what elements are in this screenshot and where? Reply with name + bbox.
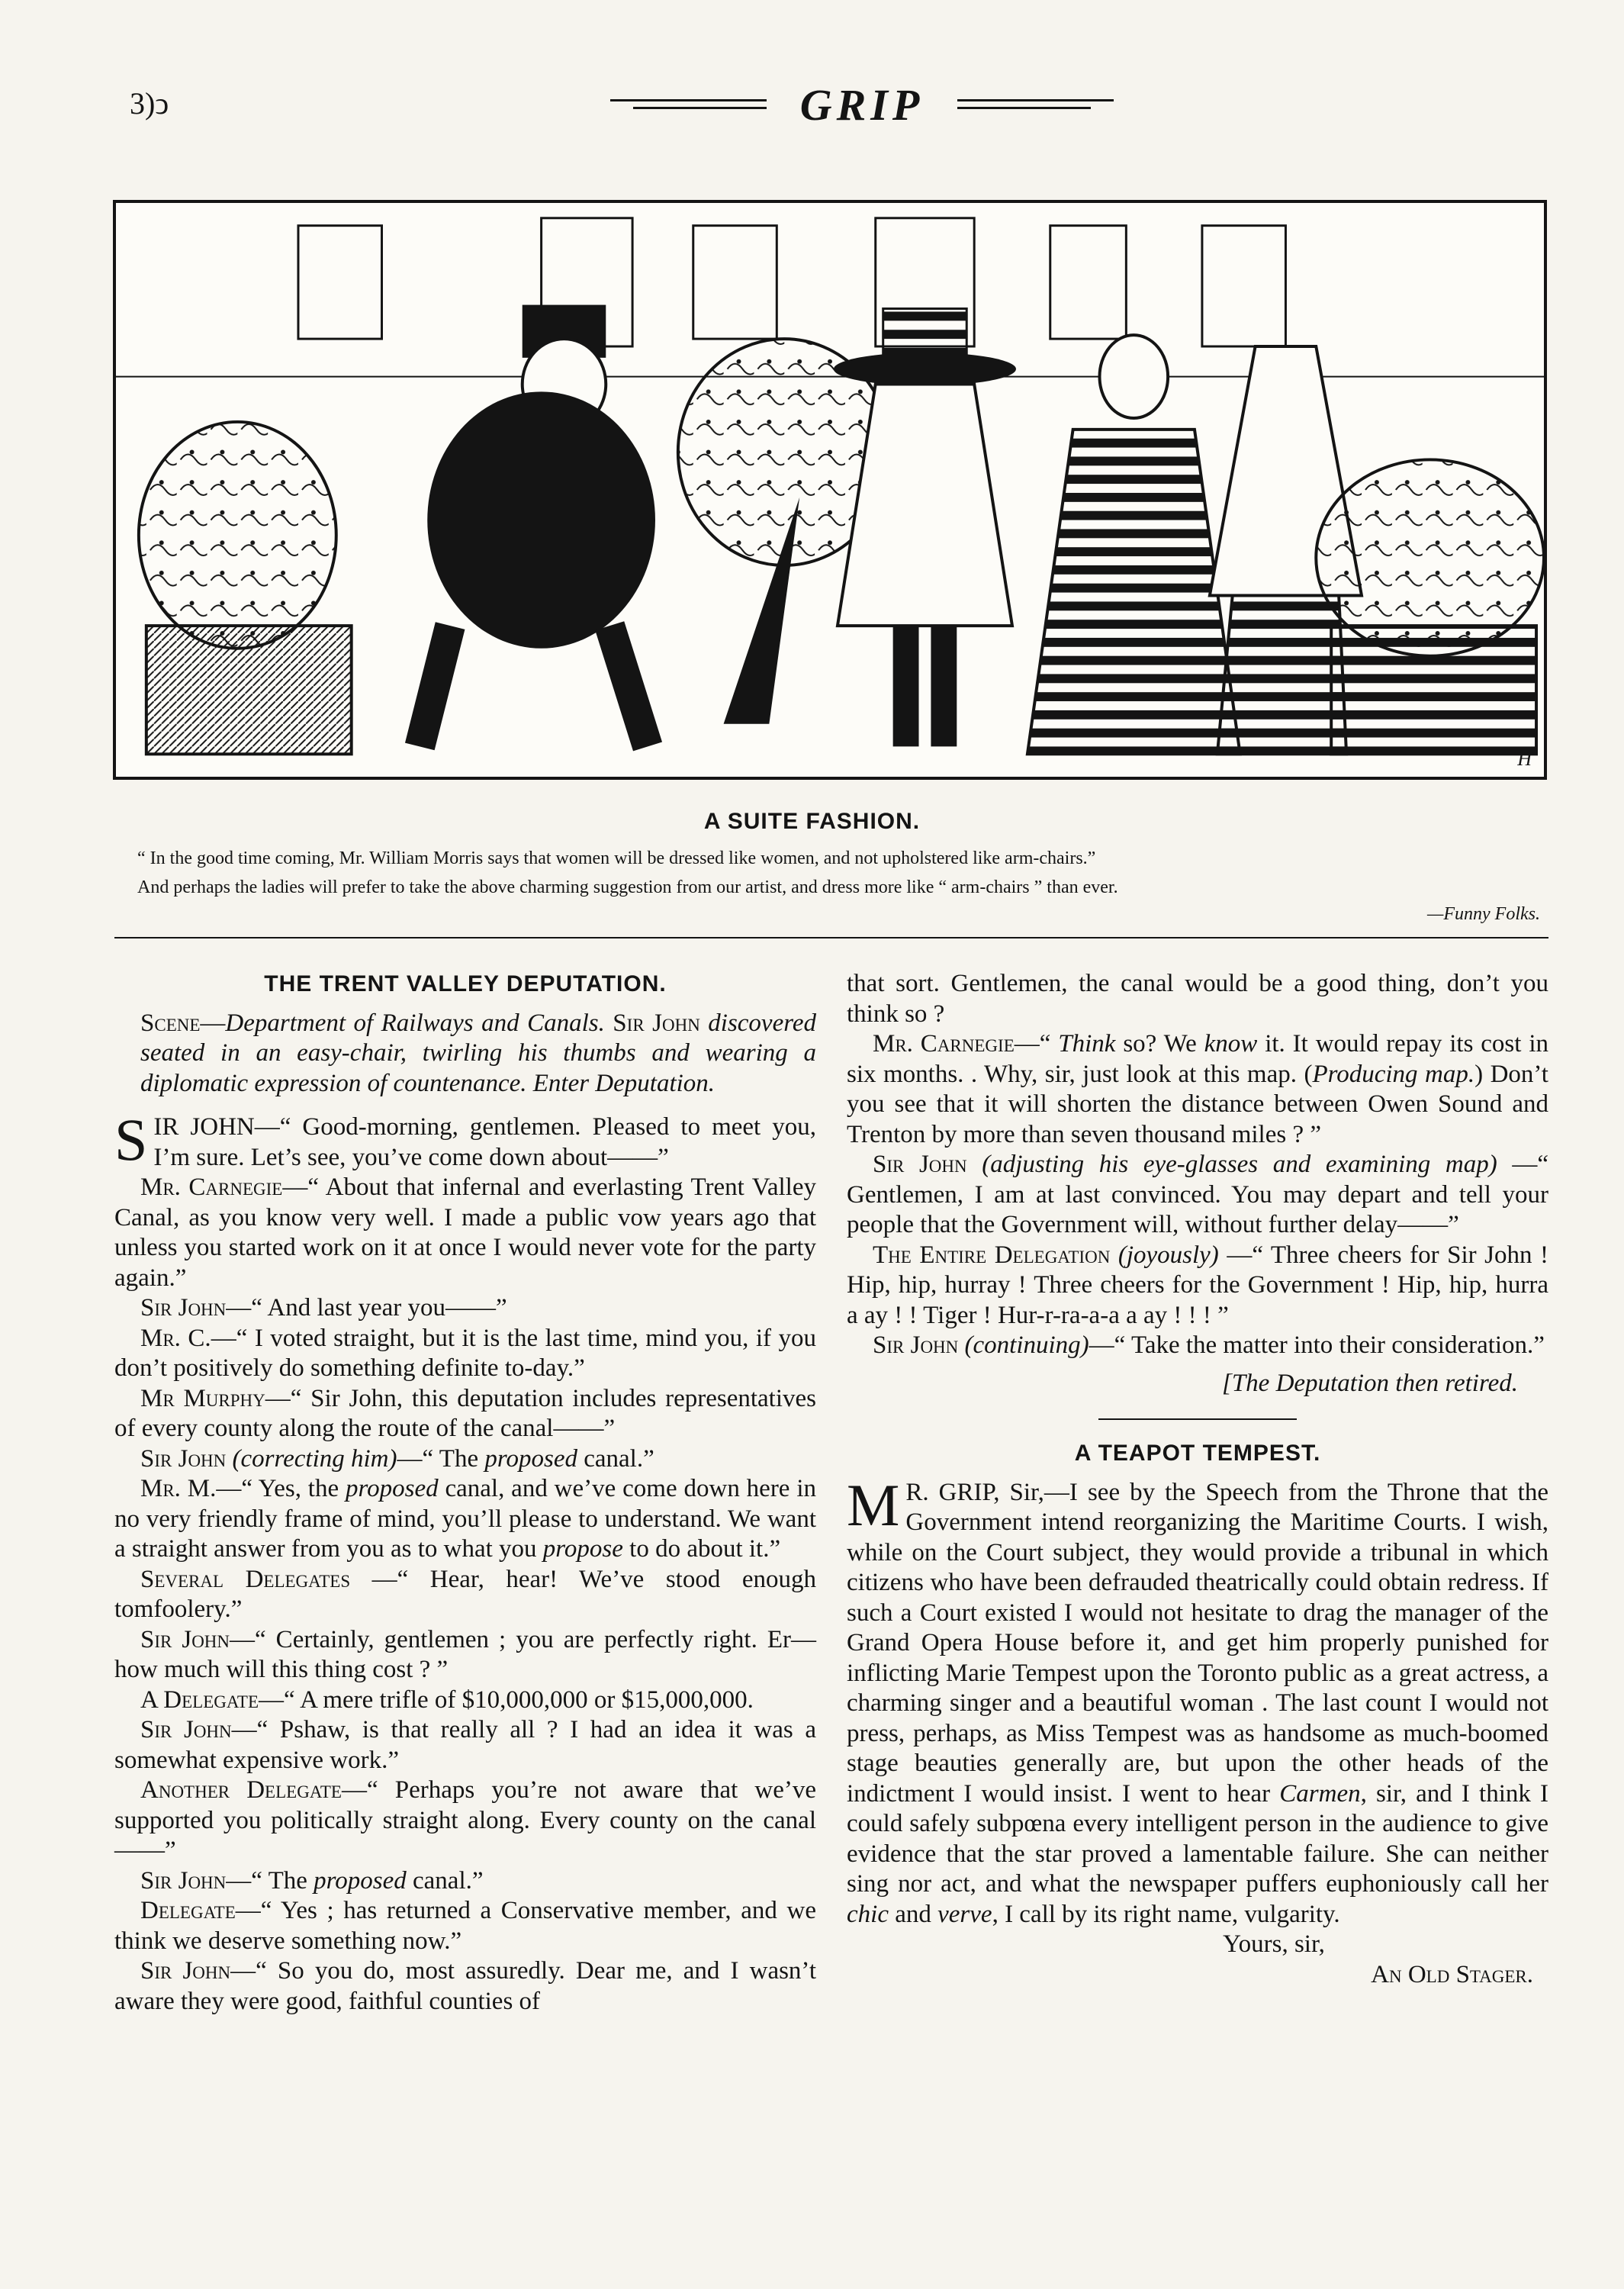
caption-line-1: “ In the good time coming, Mr. William Morris says that women will be dressed like women, and not upholstered like arm-chairs.”	[137, 848, 1096, 868]
sir-john-consideration: Sir John (continuing)—“ Take the matter into their consideration.”	[873, 1331, 1545, 1359]
sir-john-pshaw: Sir John—“ Pshaw, is that really all ? I had an idea it was a somewhat expensive work.”	[114, 1716, 816, 1774]
delegate-trifle: A Delegate—“ A mere trifle of $10,000,000 or $15,000,000.	[140, 1685, 754, 1714]
trent-column	[114, 969, 816, 2017]
armchair-right	[1316, 459, 1544, 754]
lady-striped-hat	[834, 309, 1016, 747]
sir-john-line: Sir John—“ And last year you——”	[140, 1294, 507, 1322]
sir-john-greeting: SIR JOHN—“ Good-morning, gentlemen. Pleased to meet you, I’m sure. Let’s see, you’ve come down about——”	[114, 1106, 816, 1173]
delegation-cheers: The Entire Delegation (joyously) —“ Three cheers for Sir John ! Hip, hip, hurray ! Three cheers for the Government ! Hip, hip, hurra a ay ! ! Tiger ! Hur-r-ra-a-a a ay ! ! ! ”	[847, 1241, 1549, 1329]
murphy-speech: Mr Murphy—“ Sir John, this deputation includes representatives of every county along the route of the canal——”	[114, 1384, 816, 1442]
cartoon-illustration	[113, 200, 1547, 780]
caption-credit: —Funny Folks.	[1427, 904, 1540, 924]
cartoon-title: A SUITE FASHION.	[703, 809, 921, 834]
section-rule	[1098, 1418, 1297, 1420]
sir-john-correcting: Sir John (correcting him)—“ The proposed canal.”	[140, 1444, 654, 1473]
masthead	[610, 76, 1114, 130]
sir-john-assuredly: Sir John—“ So you do, most assuredly. Dear me, and I wasn’t aware they were good, faithful counties of	[114, 1957, 816, 2015]
sir-john-proposed: Sir John—“ The proposed canal.”	[140, 1866, 484, 1895]
stage-exit: [The Deputation then retired.	[1221, 1369, 1518, 1397]
lady-upholstered-dress	[1027, 335, 1240, 754]
right-column	[847, 969, 1548, 1990]
sir-john-convinced: Sir John (adjusting his eye-glasses and examining map) —“ Gentlemen, I am at last convinced. You may depart and tell your people that the Government will, without further delay——”	[847, 1151, 1548, 1238]
delegate-conservative: Delegate—“ Yes ; has returned a Conservative member, and we think we deserve something now.”	[114, 1897, 816, 1955]
sir-john-continued: that sort. Gentlemen, the canal would be a good thing, don’t you think so ?	[847, 970, 1548, 1028]
several-delegates: Several Delegates —“ Hear, hear! We’ve stood enough tomfoolery.”	[114, 1565, 817, 1623]
mr-m-speech: Mr. M.—“ Yes, the proposed canal, and we’ve come down here in no very friendly frame of mind, you’ll please to understand. We want a straight answer from you as to what you propose to do about it.”	[114, 1475, 816, 1563]
page-number: 3)ↄ	[130, 86, 169, 121]
artist-signature: H	[1517, 748, 1532, 770]
carnegie-map: Mr. Carnegie—“ Think so? We know it. It would repay its cost in six months. . Why, sir, just look at this map. (Producing map.) Don’t you see that it will shorten the distance between Owen Sound and Trenton by more than seven thousand miles ? ”	[847, 1030, 1548, 1148]
trent-heading: THE TRENT VALLEY DEPUTATION.	[264, 971, 667, 996]
another-delegate: Another Delegate—“ Perhaps you’re not aware that we’ve supported you politically straight along. Every county on the canal——”	[114, 1776, 817, 1864]
letter-closing: Yours, sir,	[1223, 1930, 1325, 1958]
carnegie-speech: Mr. Carnegie—“ About that infernal and everlasting Trent Valley Canal, as you know very well. I made a public vow years ago that unless you started work on it at once I would never vote for the party again.”	[114, 1173, 816, 1292]
teapot-heading: A TEAPOT TEMPEST.	[1074, 1441, 1321, 1466]
gentleman-figure	[420, 305, 655, 747]
cartoon-drawing	[116, 203, 1544, 777]
letter-signature: An Old Stager.	[1371, 1960, 1533, 1988]
masthead-title: GRIP	[799, 80, 925, 130]
sir-john-cost: Sir John—“ Certainly, gentlemen ; you are perfectly right. Er—how much will this thing cost ? ”	[114, 1625, 816, 1683]
armchair-left	[139, 422, 352, 754]
mr-c-speech: Mr. C.—“ I voted straight, but it is the last time, mind you, if you don’t positively do something definite to-day.”	[114, 1324, 816, 1382]
teapot-letter: M R. GRIP, Sir,—I see by the Speech from the Throne that the Government intend reorganizing the Maritime Courts. I wish, while on the Court subject, they would provide a tribunal in which citizens who have been defrauded theatrically could obtain redress. If such a Court existed I would not hesitate to drag the manager of the Grand Opera House before it, and get him properly punished for inflicting Marie Tempest upon the Toronto public as a great actress, a charming singer and a beautiful woman . The last count I would not press, perhaps, as Miss Tempest was as handsome as much-boomed stage beauties generally are, but upon the other heads of the indictment I would insist. I went to hear Carmen, sir, and I think I could safely subpœna every intelligent person in the audience to give evidence that the star proved a lamentable failure. She can neither sing nor act, and what the newspaper puffers euphoniously call her chic and verve, I call by its right name, vulgarity.	[847, 1471, 1548, 1928]
caption-line-2: And perhaps the ladies will prefer to take the above charming suggestion from our artist, and dress more like “ arm-chairs ” than ever.	[137, 877, 1118, 897]
caption-rule	[114, 937, 1548, 938]
scene-direction: Scene—Department of Railways and Canals. Sir John discovered seated in an easy-chair, twirling his thumbs and wearing a diplomatic expression of countenance. Enter Deputation.	[140, 1009, 816, 1097]
